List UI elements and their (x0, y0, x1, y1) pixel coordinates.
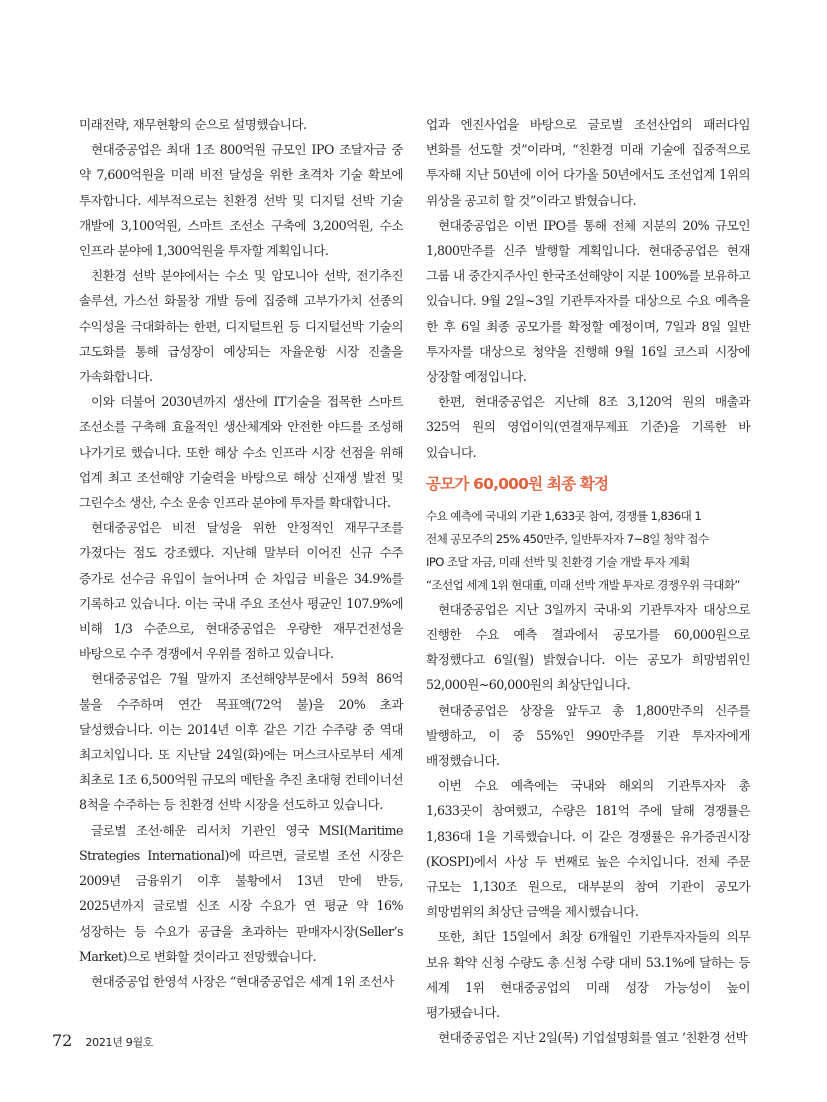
paragraph: 업과 엔진사업을 바탕으로 글로벌 조선산업의 패러다임 변화를 선도할 것”이라며, “친환경 미래 기술에 집중적으로 투자해 지난 50년에 이어 다가올 50년에서도 조선업계 1위의 위상을 공고히 할 것”이라고 밝혔습니다. (426, 117, 750, 208)
paragraph: 이번 수요 예측에는 국내와 해외의 기관투자자 총 1,633곳이 참여했고, 수량은 181억 주에 달해 경쟁률은 1,836대 1을 기록했습니다. 이 같은 경쟁률은 유가증권시장(KOSPI)에서 사상 두 번째로 높은 수치입니다. 전체 주문 규모는 1,130조 원으로, 대부분의 참여 기관이 공모가 희망범위의 최상단 금액을 제시했습니다. (426, 778, 750, 920)
issue-label: 2021년 9월호 (85, 1036, 154, 1049)
paragraph: 미래전략, 재무현황의 순으로 설명했습니다. (79, 117, 307, 132)
summary-list (426, 505, 750, 597)
page-footer (52, 1031, 153, 1050)
summary-line: “조선업 세계 1위 현대重, 미래 선박 개발 투자로 경쟁우위 극대화” (426, 577, 740, 592)
paragraph: 현대중공업은 이번 IPO를 통해 전체 지분의 20% 규모인 1,800만주를 신주 발행할 계획입니다. 현대중공업은 현재 그룹 내 중간지주사인 한국조선해양이 지분 100%를 보유하고 있습니다. 9월 2일~3일 기관투자자를 대상으로 수요 예측을 한 후 6일 최종 공모가를 확정할 예정이며, 7일과 8일 일반 투자자를 대상으로 청약을 진행해 9월 16일 코스피 시장에 상장할 예정입니다. (426, 217, 750, 385)
summary-line: 수요 예측에 국내외 기관 1,633곳 참여, 경쟁률 1,836대 1 (426, 508, 702, 523)
paragraph: 현대중공업은 최대 1조 800억원 규모인 IPO 조달자금 중 약 7,600억원을 미래 비전 달성을 위한 초격차 기술 확보에 투자합니다. 세부적으로는 친환경 선박 및 디지털 선박 기술 개발에 3,100억원, 스마트 조선소 구축에 3,200억원, 수소 인프라 분야에 1,300억원을 투자할 계획입니다. (79, 142, 403, 259)
paragraph: 현대중공업은 비전 달성을 위한 안정적인 재무구조를 가졌다는 점도 강조했다. 지난해 말부터 이어진 신규 수주 증가로 선수금 유입이 늘어나며 순 차입금 비율은 34.9%를 기록하고 있습니다. 이는 국내 주요 조선사 평균인 107.9%에 비해 1/3 수준으로, 현대중공업은 우량한 재무건전성을 바탕으로 수주 경쟁에서 우위를 점하고 있습니다. (79, 520, 403, 662)
summary-line: 전체 공모주의 25% 450만주, 일반투자자 7~8일 청약 접수 (426, 531, 709, 546)
paragraph: 친환경 선박 분야에서는 수소 및 암모니아 선박, 전기추진 솔루션, 가스선 화물창 개발 등에 집중해 고부가가치 선종의 수익성을 극대화하는 한편, 디지털트윈 등 디지털선박 기술의 고도화를 통해 급성장이 예상되는 자율운항 시장 진출을 가속화합니다. (79, 268, 403, 385)
paragraph: 글로벌 조선·해운 리서치 기관인 영국 MSI(Maritime Strategies International)에 따르면, 글로벌 조선 시장은 2009년 금융위기 이후 불황에서 13년 만에 반등, 2025년까지 글로벌 신조 시장 수요가 연 평균 약 16% 성장하는 등 수요가 공급을 초과하는 판매자시장(Seller’s Market)으로 변화할 것이라고 전망했습니다. (79, 822, 403, 964)
paragraph: 현대중공업 한영석 사장은 “현대중공업은 세계 1위 조선사 (91, 973, 394, 989)
paragraph: 한편, 현대중공업은 지난해 8조 3,120억 원의 매출과 325억 원의 영업이익(연결재무제표 기준)을 기록한 바 있습니다. (426, 394, 750, 460)
paragraph: 이와 더불어 2030년까지 생산에 IT기술을 접목한 스마트 조선소를 구축해 효율적인 생산체계와 안전한 야드를 조성해 나가기로 했습니다. 또한 해상 수소 인프라 시장 선점을 위해 업계 최고 조선해양 기술력을 바탕으로 해상 신재생 발전 및 그린수소 생산, 수소 운송 인프라 분야에 투자를 확대합니다. (79, 394, 403, 511)
summary-line: IPO 조달 자금, 미래 선박 및 친환경 기술 개발 투자 계획 (426, 554, 690, 569)
paragraph: 현대중공업은 상장을 앞두고 총 1,800만주의 신주를 발행하고, 이 중 55%인 990만주를 기관 투자자에게 배정했습니다. (426, 702, 750, 769)
paragraph: 또한, 최단 15일에서 최장 6개월인 기관투자자들의 의무 보유 확약 신청 수량도 총 신청 수량 대비 53.1%에 달하는 등 세계 1위 현대중공업의 미래 성장 가능성이 높이 평가됐습니다. (426, 929, 750, 1021)
page-number: 72 (52, 1031, 73, 1050)
paragraph: 현대중공업은 지난 2일(목) 기업설명회를 열고 ‘친환경 선박 (438, 1030, 748, 1046)
left-column (79, 112, 403, 994)
paragraph: 현대중공업은 지난 3일까지 국내·외 기관투자자 대상으로 진행한 수요 예측 결과에서 공모가를 60,000원으로 확정했다고 6일(월) 밝혔습니다. 이는 공모가 희망범위인 52,000원~60,000원의 최상단입니다. (426, 601, 750, 693)
paragraph: 현대중공업은 7월 말까지 조선해양부문에서 59척 86억 불을 수주하며 연간 목표액(72억 불)을 20% 초과 달성했습니다. 이는 2014년 이후 같은 기간 수주량 중 역대 최고치입니다. 또 지난달 24일(화)에는 머스크사로부터 세계 최초로 1조 6,500억원 규모의 메탄올 추진 초대형 컨테이너선 8척을 수주하는 등 친환경 선박 시장을 선도하고 있습니다. (79, 671, 403, 813)
right-column (426, 112, 750, 1051)
section-heading: 공모가 60,000원 최종 확정 (426, 474, 609, 493)
